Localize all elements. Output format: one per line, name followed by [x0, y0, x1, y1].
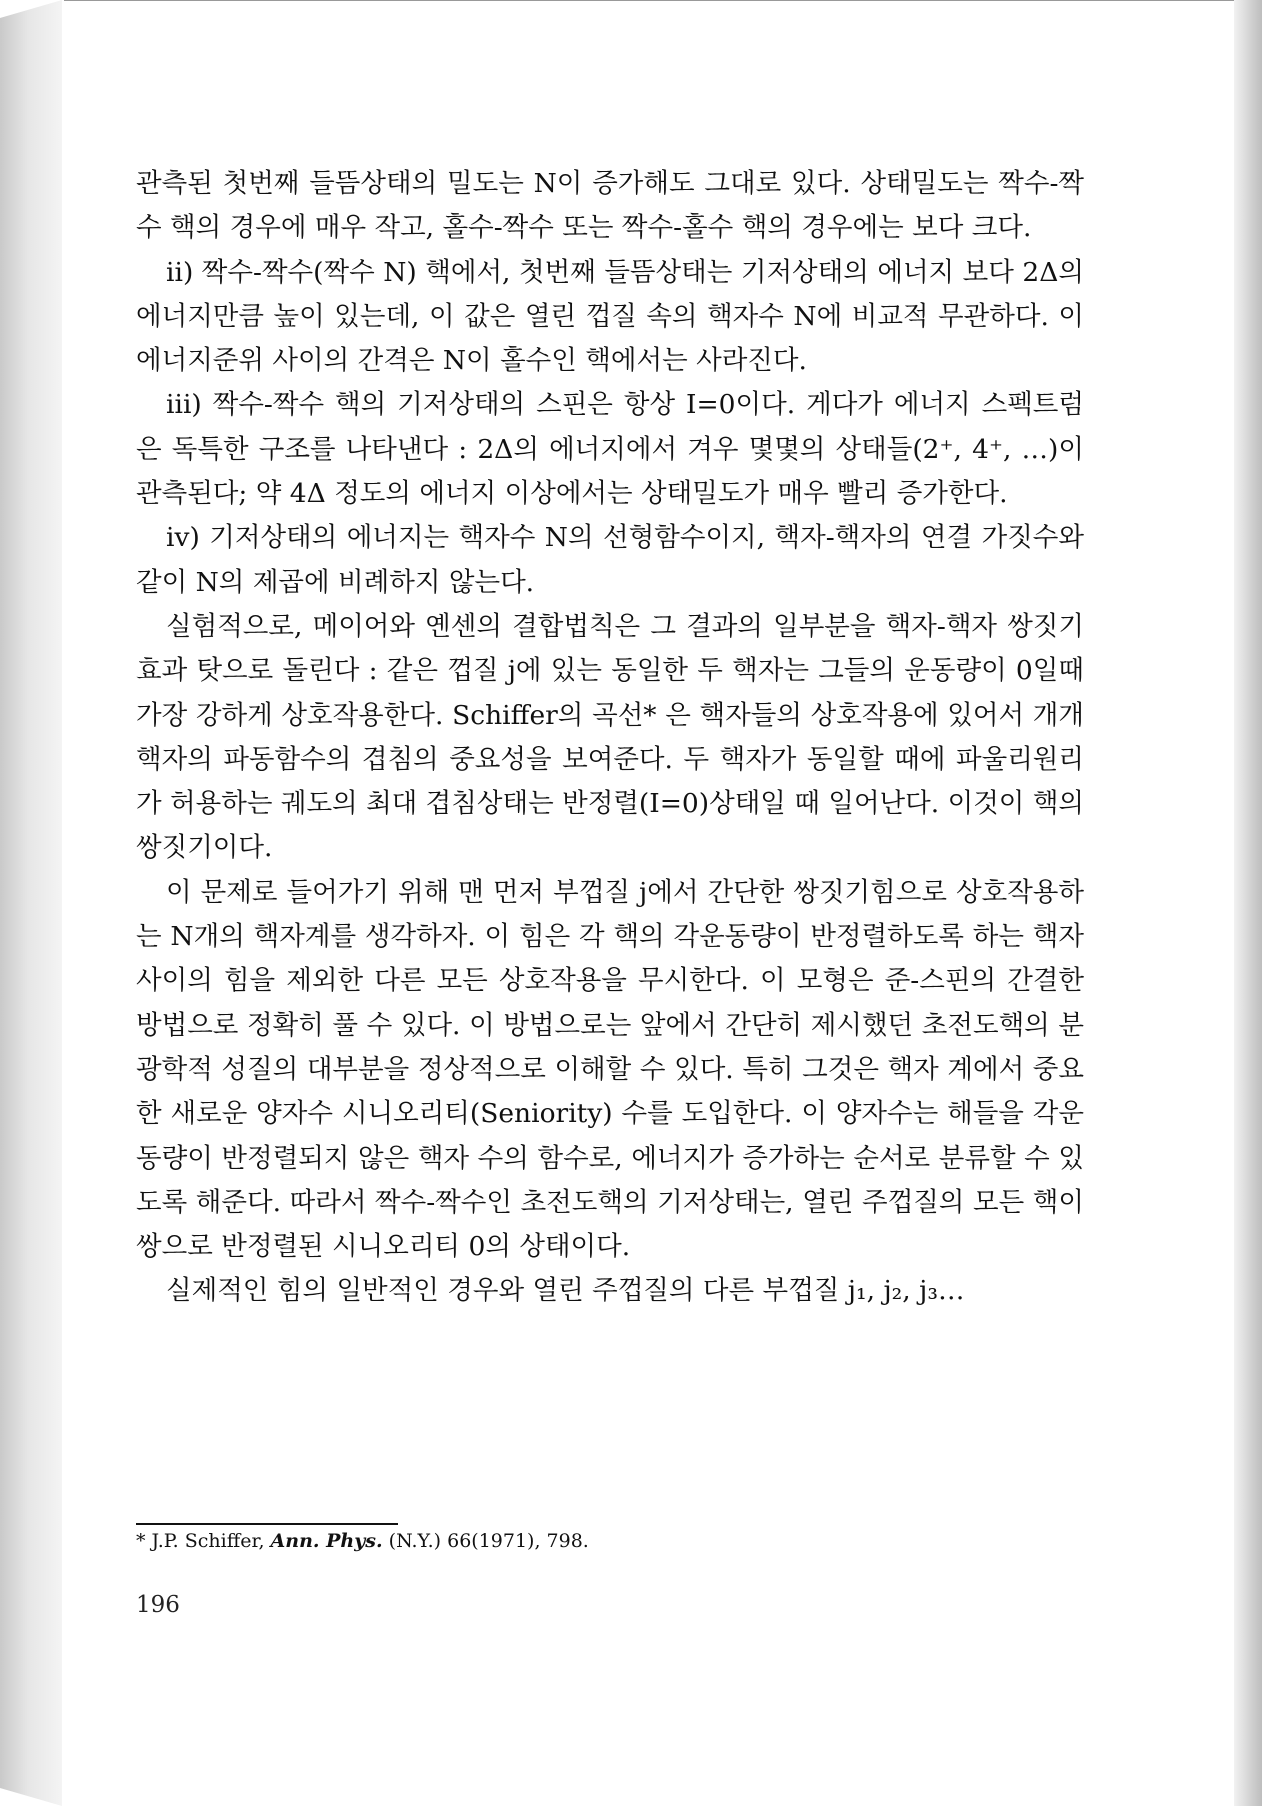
footnote	[136, 1530, 1084, 1552]
paragraph-5: 실험적으로, 메이어와 옌센의 결합법칙은 그 결과의 일부분을 핵자-핵자 쌍짓기효과 탓으로 돌린다 : 같은 껍질 j에 있는 동일한 두 핵자는 그들의 운동량이 0일때 가장 강하게 상호작용한다. Schiffer의 곡선* 은 핵자들의 상호작용에 있어서 개개 핵자의 파동함수의 겹침의 중요성을 보여준다. 두 핵자가 동일할 때에 파울리원리가 허용하는 궤도의 최대 겹침상태는 반정렬(I=0)상태일 때 일어난다. 이것이 핵의 쌍짓기이다.	[136, 610, 1085, 864]
paragraph-4: iv) 기저상태의 에너지는 핵자수 N의 선형함수이지, 핵자-핵자의 연결 가짓수와 같이 N의 제곱에 비례하지 않는다.	[136, 522, 1084, 598]
footnote-authors: J.P. Schiffer,	[151, 1530, 265, 1552]
footnote-details: (N.Y.) 66(1971), 798.	[388, 1530, 589, 1552]
page-number: 196	[136, 1592, 180, 1618]
book-spine-edge	[0, 0, 64, 1806]
paragraph-2: ii) 짝수-짝수(짝수 N) 핵에서, 첫번째 들뜸상태는 기저상태의 에너지 보다 2Δ의 에너지만큼 높이 있는데, 이 값은 열린 껍질 속의 핵자수 N에 비교적 무관하다. 이 에너지준위 사이의 간격은 N이 홀수인 핵에서는 사라진다.	[136, 256, 1084, 377]
paragraph-3: iii) 짝수-짝수 핵의 기저상태의 스핀은 항상 I=0이다. 게다가 에너지 스펙트럼은 독특한 구조를 나타낸다 : 2Δ의 에너지에서 겨우 몇몇의 상태들(2⁺, 4⁺, …)이 관측된다; 약 4Δ 정도의 에너지 이상에서는 상태밀도가 매우 빨리 증가한다.	[136, 389, 1084, 510]
body-text	[136, 162, 1084, 1314]
paragraph-7: 실제적인 힘의 일반적인 경우와 열린 주껍질의 다른 부껍질 j₁, j₂, j₃…	[166, 1275, 965, 1307]
paragraph-1: 관측된 첫번째 들뜸상태의 밀도는 N이 증가해도 그대로 있다. 상태밀도는 짝수-짝수 핵의 경우에 매우 작고, 홀수-짝수 또는 짝수-홀수 핵의 경우에는 보다 크다.	[136, 168, 1084, 244]
footnote-marker: *	[136, 1530, 146, 1552]
footnote-journal: Ann. Phys.	[270, 1530, 383, 1552]
footnote-divider	[136, 1523, 398, 1525]
paragraph-6: 이 문제로 들어가기 위해 맨 먼저 부껍질 j에서 간단한 쌍짓기힘으로 상호작용하는 N개의 핵자계를 생각하자. 이 힘은 각 핵의 각운동량이 반정렬하도록 하는 핵자 사이의 힘을 제외한 다른 모든 상호작용을 무시한다. 이 모형은 준-스핀의 간결한 방법으로 정확히 풀 수 있다. 이 방법으로는 앞에서 간단히 제시했던 초전도핵의 분광학적 성질의 대부분을 정상적으로 이해할 수 있다. 특히 그것은 핵자 계에서 중요한 새로운 양자수 시니오리티(Seniority) 수를 도입한다. 이 양자수는 해들을 각운동량이 반정렬되지 않은 핵자 수의 함수로, 에너지가 증가하는 순서로 분류할 수 있도록 해준다. 따라서 짝수-짝수인 초전도핵의 기저상태는, 열린 주껍질의 모든 핵이 쌍으로 반정렬된 시니오리티 0의 상태이다.	[136, 876, 1084, 1263]
book-page-edge	[1234, 0, 1262, 1806]
